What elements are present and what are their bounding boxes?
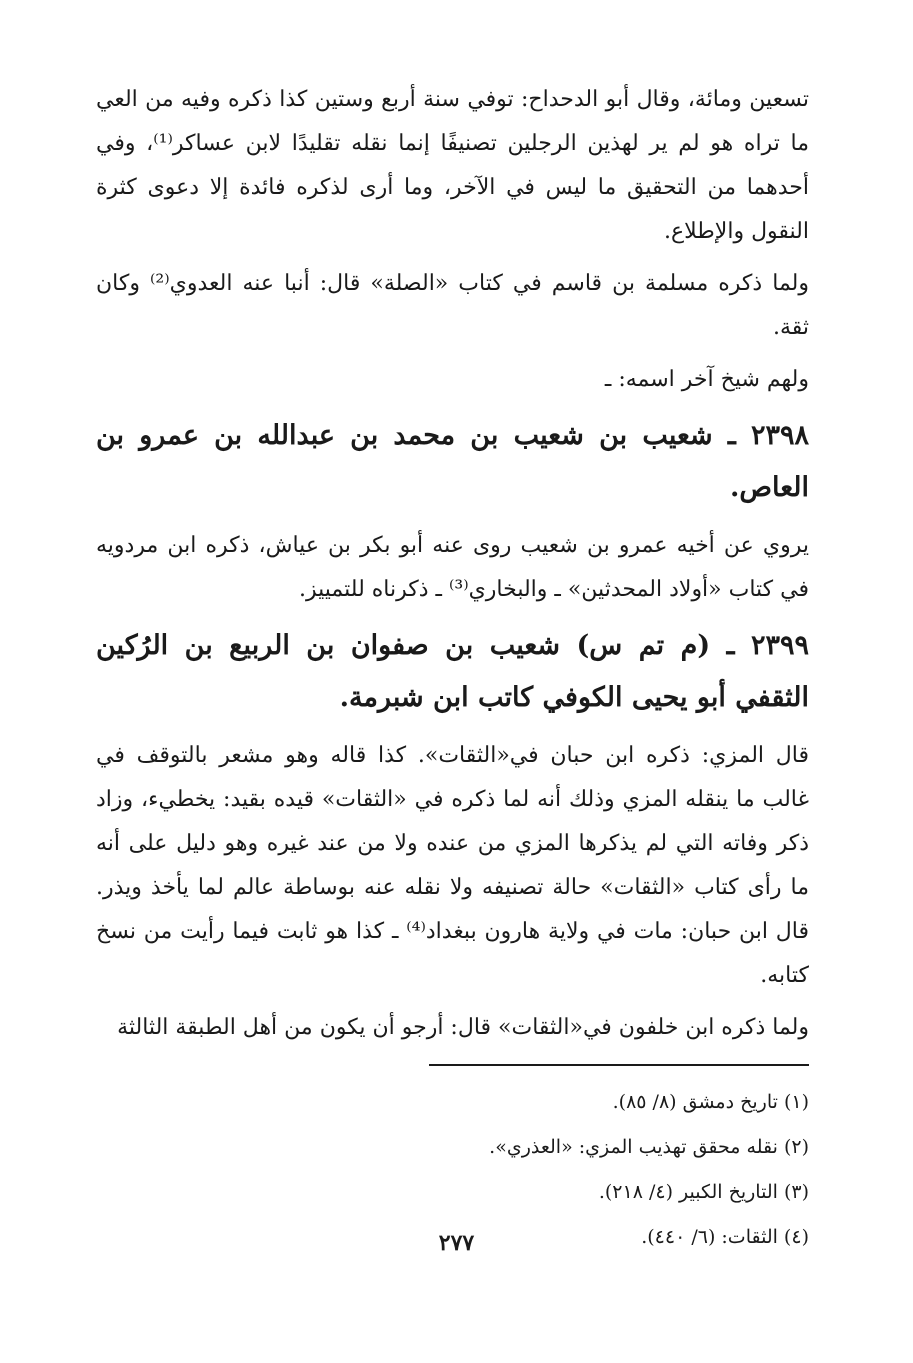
footnote: (٣) التاريخ الكبير (٤/ ٢١٨). <box>598 1181 809 1203</box>
paragraph: قال المزي: ذكره ابن حبان في«الثقات». كذا قاله وهو مشعر بالتوقف في غالب ما ينقله المزي وذلك أنه لما ذكره في «الثقات» قيده بقيد: يخطيء، وزاد ذكر وفاته التي لم يذكرها المزي من عنده ولا من عند غيره وهو دليل على أنه ما رأى كتاب «الثقات» حالة تصنيفه ولا نقله عنه بوساطة عالم لما يأخذ ويذر. قال ابن حبان: مات في ولاية هارون ببغداد⁽⁴⁾ ـ كذا هو ثابت فيما رأيت من نسخ كتابه. <box>96 743 810 988</box>
footnote: (١) تاريخ دمشق (٨/ ٨٥). <box>612 1091 809 1113</box>
paragraph: ولما ذكره مسلمة بن قاسم في كتاب «الصلة» قال: أنبا عنه العدوي⁽²⁾ وكان ثقة. <box>96 271 809 340</box>
entry-heading: ٢٣٩٨ ـ شعيب بن شعيب بن محمد بن عبدالله بن عمرو بن العاص. <box>96 420 809 503</box>
paragraph: ولهم شيخ آخر اسمه: ـ <box>604 367 809 392</box>
footnote: (٤) الثقات: (٦/ ٤٤٠). <box>641 1226 809 1248</box>
footnote: (٢) نقله محقق تهذيب المزي: «العذري». <box>489 1136 809 1158</box>
entry-heading: ٢٣٩٩ ـ (م تم س) شعيب بن صفوان بن الربيع بن الرُكين الثقفي أبو يحيى الكوفي كاتب ابن شبرمة. <box>96 630 809 713</box>
page-number: ٢٧٧ <box>438 1230 475 1256</box>
main-text <box>96 78 809 1050</box>
paragraph: ولما ذكره ابن خلفون في«الثقات» قال: أرجو أن يكون من أهل الطبقة الثالثة <box>117 1015 809 1040</box>
paragraph: تسعين ومائة، وقال أبو الدحداح: توفي سنة أربع وستين كذا ذكره وفيه من العي ما تراه هو لم ير لهذين الرجلين تصنيفًا إنما نقله تقليدًا لابن عساكر⁽¹⁾، وفي أحدهما من التحقيق ما ليس في الآخر، وما أرى لذكره فائدة إلا دعوى كثرة النقول والإطلاع. <box>96 87 809 244</box>
paragraph: يروي عن أخيه عمرو بن شعيب روى عنه أبو بكر بن عياش، ذكره ابن مردويه في كتاب «أولاد المحدثين» ـ والبخاري⁽³⁾ ـ ذكرناه للتمييز. <box>96 533 809 602</box>
